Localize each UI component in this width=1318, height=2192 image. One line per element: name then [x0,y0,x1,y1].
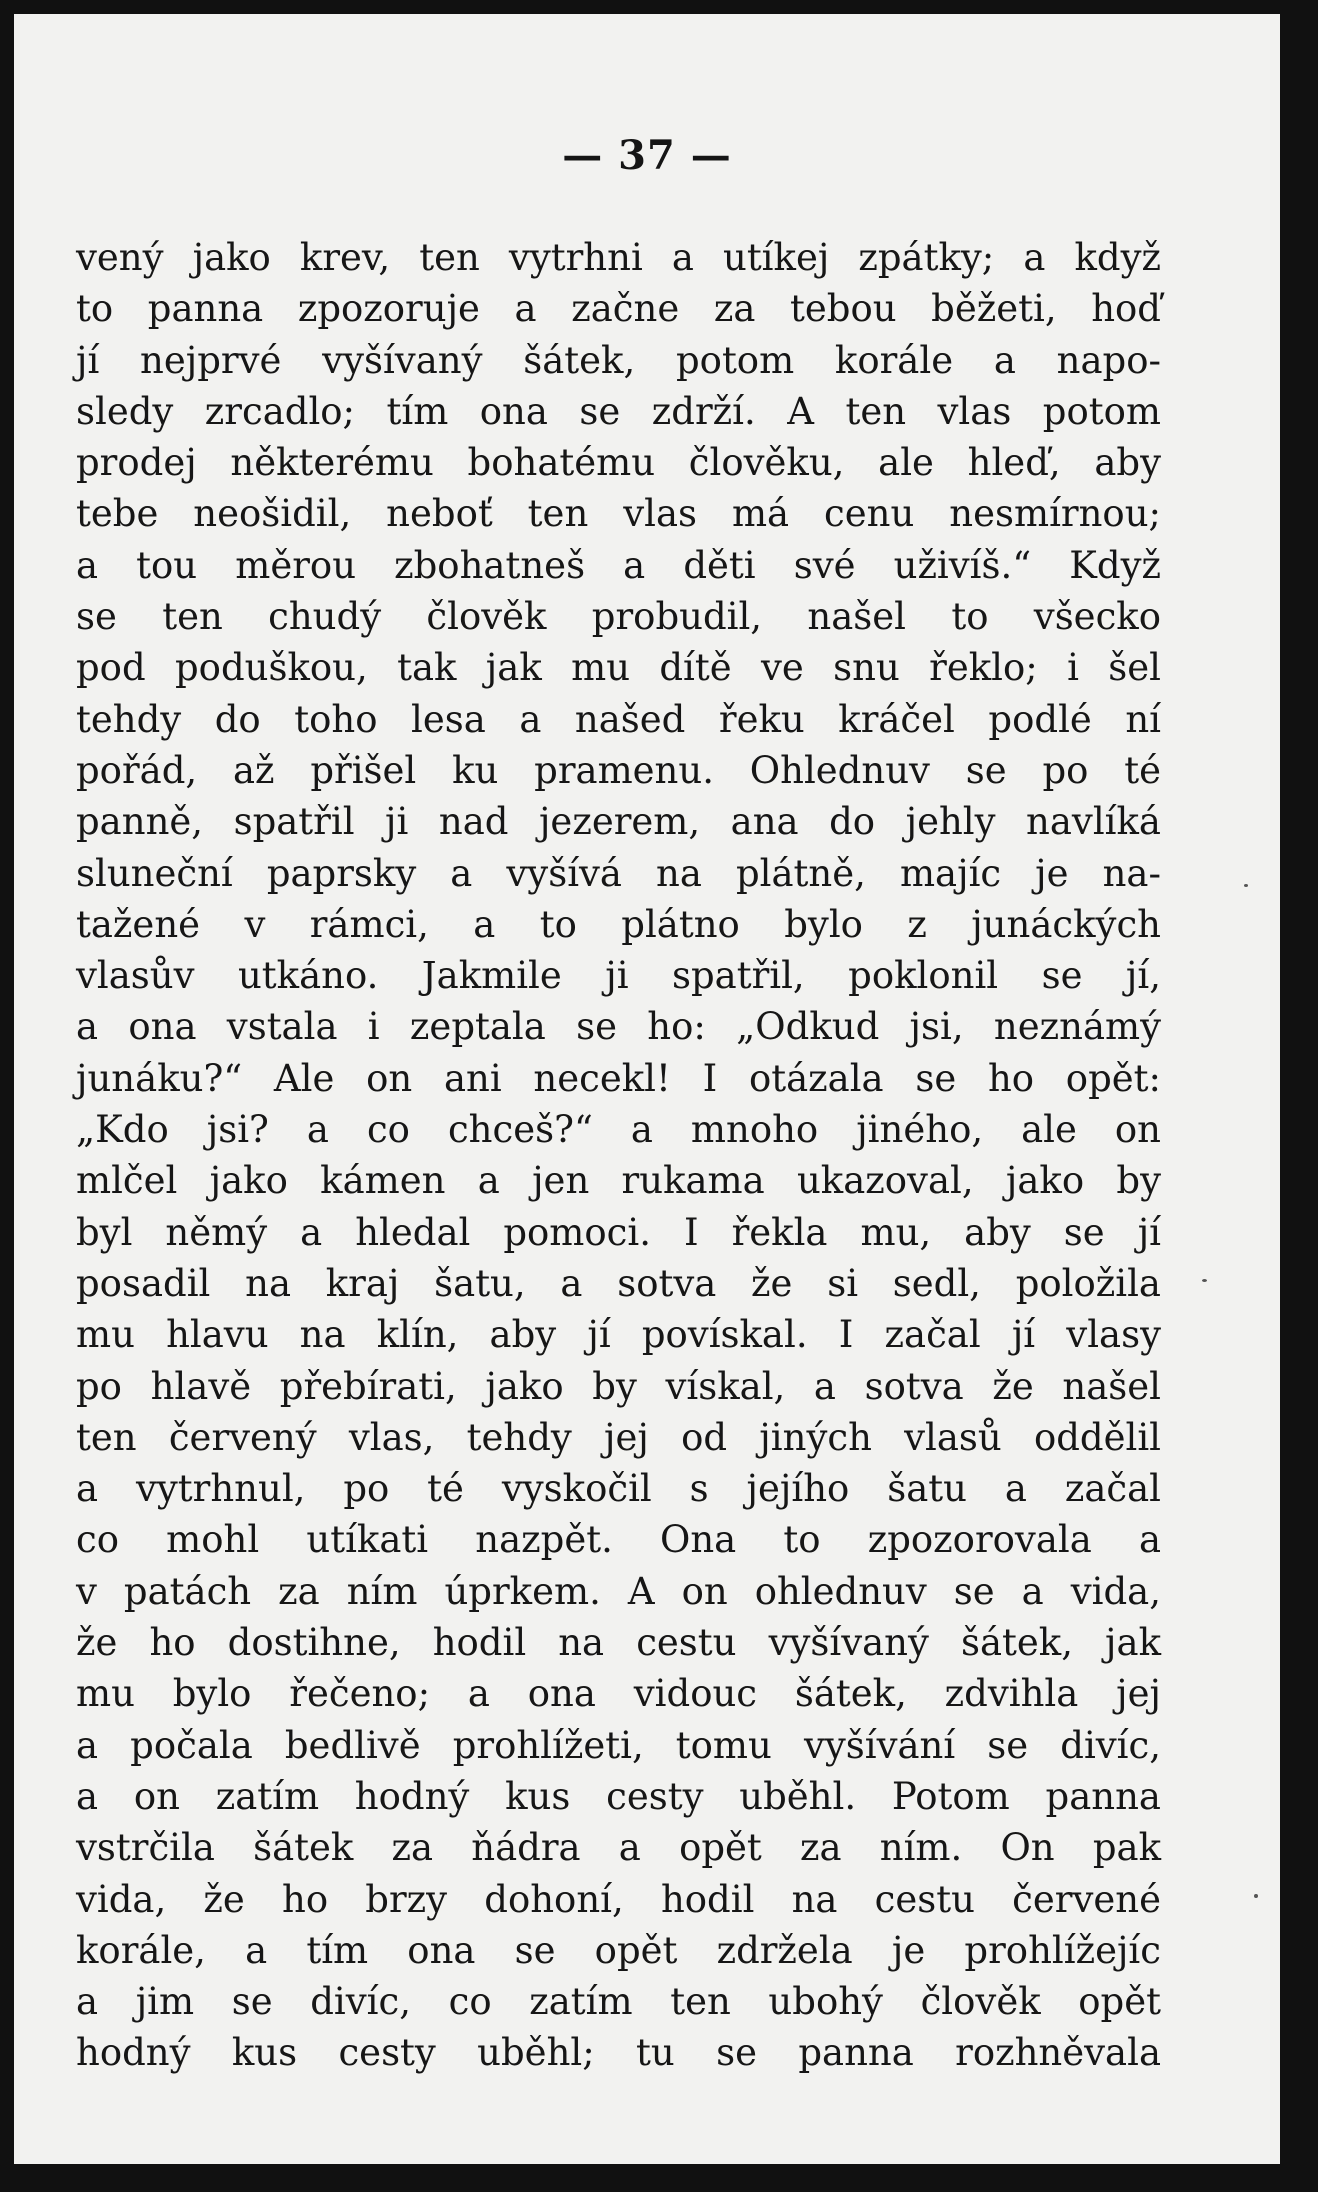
text-line: jí nejprvé vyšívaný šátek, potom korále a napo- [76,338,1161,382]
text-line: mu bylo řečeno; a ona vidouc šátek, zdvihla jej [76,1672,1161,1716]
text-line: pořád, až přišel ku pramenu. Ohlednuv se po té [76,748,1161,792]
ink-speck [1202,1279,1207,1282]
text-line: vstrčila šátek za ňádra a opět za ním. On pak [76,1826,1161,1870]
text-line: a počala bedlivě prohlížeti, tomu vyšívání se divíc, [76,1723,1161,1767]
text-line: korále, a tím ona se opět zdržela je prohlížejíc [76,1928,1161,1972]
text-line: tehdy do toho lesa a našed řeku kráčel podlé ní [76,697,1161,741]
text-line: posadil na kraj šatu, a sotva že si sedl, položila [76,1261,1161,1305]
text-line: po hlavě přebírati, jako by vískal, a sotva že našel [76,1364,1161,1408]
text-line: a jim se divíc, co zatím ten ubohý člověk opět [76,1980,1161,2024]
text-line: a on zatím hodný kus cesty uběhl. Potom panna [76,1774,1161,1818]
body-text [76,232,1161,2079]
text-line: junáku?“ Ale on ani necekl! I otázala se ho opět: [76,1056,1161,1100]
text-line: vlasův utkáno. Jakmile ji spatřil, poklonil se jí, [76,954,1161,998]
text-line: vida, že ho brzy dohoní, hodil na cestu červené [76,1877,1161,1921]
text-line: a tou měrou zbohatneš a děti své uživíš.“ Když [76,543,1161,587]
text-line: a vytrhnul, po té vyskočil s jejího šatu a začal [76,1467,1161,1511]
book-page [14,14,1280,2164]
text-line: „Kdo jsi? a co chceš?“ a mnoho jiného, ale on [76,1108,1161,1152]
text-line: mlčel jako kámen a jen rukama ukazoval, jako by [76,1159,1161,1203]
ink-speck [1244,884,1248,887]
text-line: byl němý a hledal pomoci. I řekla mu, aby se jí [76,1210,1161,1254]
text-line: hodný kus cesty uběhl; tu se panna rozhněvala [76,2031,1161,2075]
text-line: sledy zrcadlo; tím ona se zdrží. A ten vlas potom [76,389,1161,433]
text-line: pod poduškou, tak jak mu dítě ve snu řeklo; i šel [76,646,1161,690]
text-line: v patách za ním úprkem. A on ohlednuv se a vida, [76,1569,1161,1613]
text-line: vený jako krev, ten vytrhni a utíkej zpátky; a když [76,236,1161,279]
text-line: mu hlavu na klín, aby jí povískal. I začal jí vlasy [76,1313,1161,1357]
text-line: co mohl utíkati nazpět. Ona to zpozorovala a [76,1518,1161,1562]
text-line: panně, spatřil ji nad jezerem, ana do jehly navlíká [76,800,1161,844]
text-line: ten červený vlas, tehdy jej od jiných vlasů oddělil [76,1415,1161,1459]
ink-speck [1254,1894,1258,1898]
text-line: tažené v rámci, a to plátno bylo z junáckých [76,902,1161,946]
text-line: prodej některému bohatému člověku, ale hleď, aby [76,441,1161,485]
text-line: sluneční paprsky a vyšívá na plátně, majíc je na- [76,851,1161,895]
page-number: — 37 — [562,132,732,179]
text-line: se ten chudý člověk probudil, našel to všecko [76,595,1161,639]
text-line: a ona vstala i zeptala se ho: „Odkud jsi, neznámý [76,1005,1161,1049]
text-line: to panna zpozoruje a začne za tebou běžeti, hoď [76,287,1161,331]
text-line: tebe neošidil, neboť ten vlas má cenu nesmírnou; [76,492,1161,536]
text-line: že ho dostihne, hodil na cestu vyšívaný šátek, jak [76,1621,1161,1665]
